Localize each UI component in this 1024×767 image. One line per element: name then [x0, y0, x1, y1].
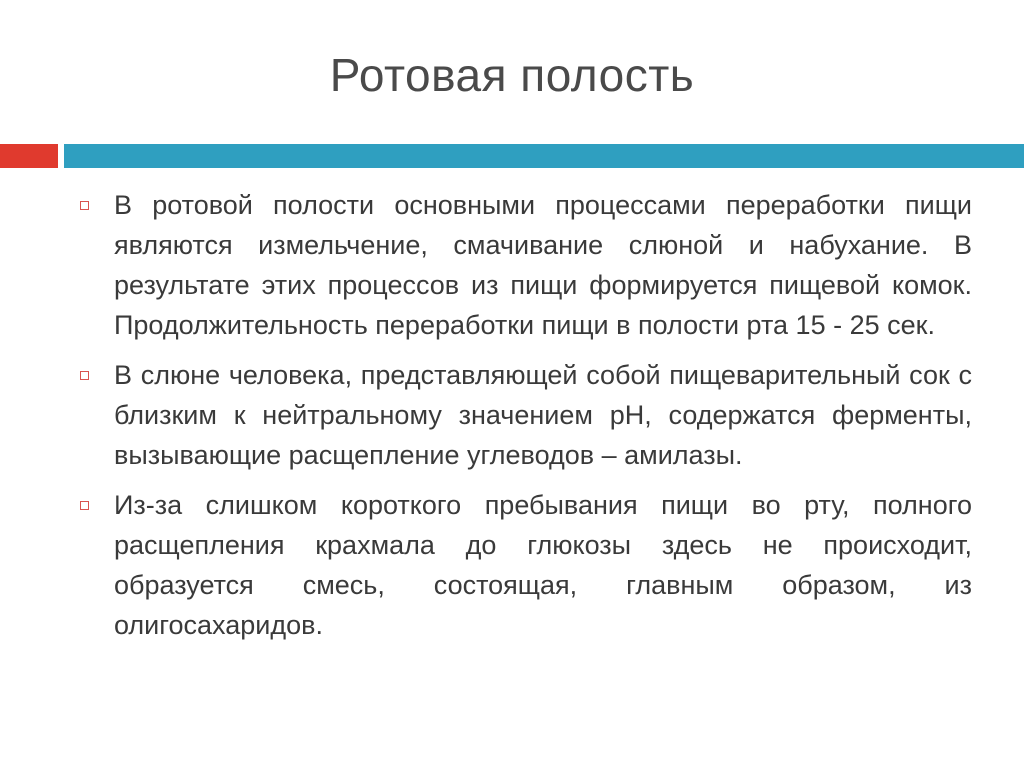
bullet-item — [72, 185, 972, 345]
bullet-item — [72, 355, 972, 475]
bullet-text: Из-за слишком короткого пребывания пищи во рту, полного расщепления крахмала до глюкозы здесь не происходит, образуется смесь, состоящая, главным образом, из олигосахаридов. — [114, 490, 972, 640]
bullet-item — [72, 485, 972, 645]
bullet-text: В слюне человека, представляющей собой пищеварительный сок с близким к нейтральному значением pH, содержатся ферменты, вызывающие расщепление углеводов – амилазы. — [114, 360, 972, 470]
square-bullet-icon — [80, 501, 89, 510]
square-bullet-icon — [80, 371, 89, 380]
square-bullet-icon — [80, 201, 89, 210]
slide-title: Ротовая полость — [329, 49, 695, 101]
bullet-text: В ротовой полости основными процессами переработки пищи являются измельчение, смачивание слюной и набухание. В результате этих процессов из пищи формируется пищевой комок. Продолжительность переработки пищи в полости рта 15 - 25 сек. — [114, 190, 972, 340]
accent-bar-red — [0, 144, 58, 168]
accent-bar-blue — [64, 144, 1024, 168]
bullet-list — [72, 185, 972, 655]
